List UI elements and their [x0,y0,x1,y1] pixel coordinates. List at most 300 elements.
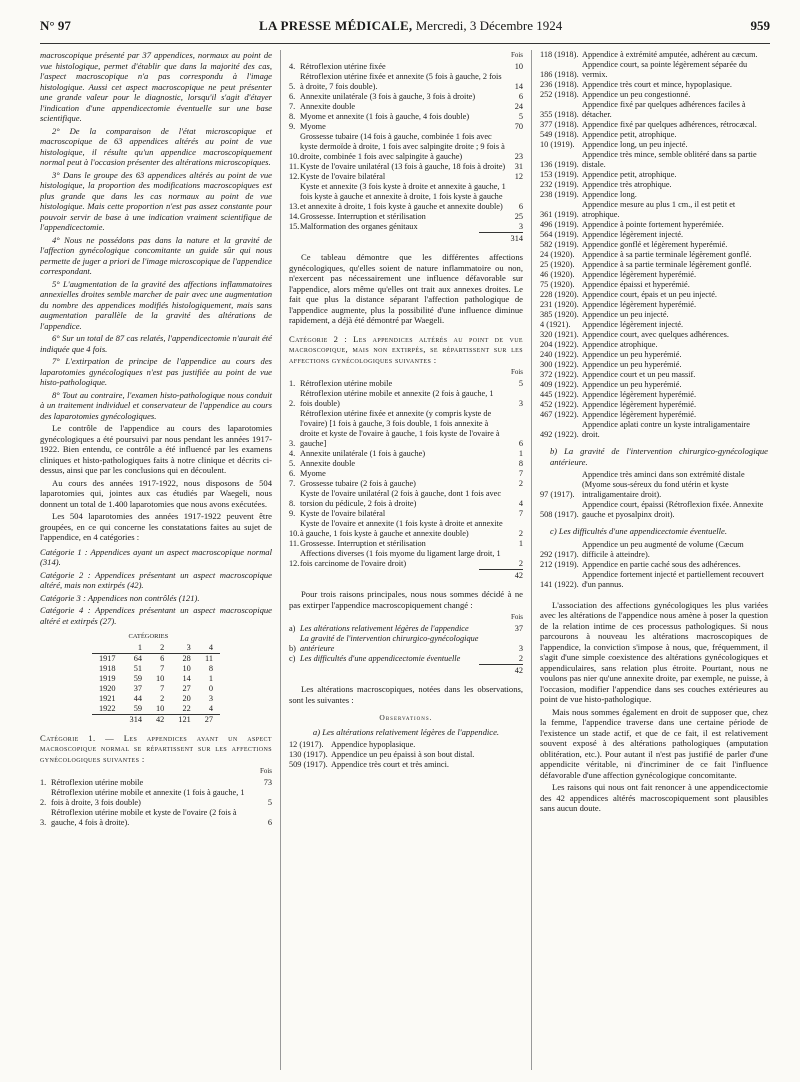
list-item [540,470,768,500]
obs-text: Appendice légèrement hyperémié. [582,270,697,279]
item-number: 14. [289,211,300,221]
list-item [540,250,768,260]
obs-ref: 452 (1922). [540,400,579,409]
table-cell: 11 [205,653,214,663]
obs-text: Appendice court et un peu massif. [582,370,696,379]
paragraph: Les raisons qui nous ont fait renoncer à une appendicectomie des 42 appendices altérés macroscopiquement sont plausibles sans aucun doute. [540,782,768,813]
obs-ref: 509 (1917). [289,760,328,769]
item-text: Kyste de l'ovaire unilatéral (13 fois à gauche, 18 fois à droite) [300,161,506,171]
obs-ref: 445 (1922). [540,390,579,399]
table-cell: 6 [160,653,165,663]
item-count: 2 [518,528,523,538]
item-text: La gravité de l'intervention chirurgico-gynécologique antérieure [300,633,479,653]
list-item [540,260,768,270]
list-item [289,654,523,664]
list-item [289,222,523,232]
category-1-list-continued [289,62,523,232]
page-number: 959 [750,18,770,33]
list-item [540,50,768,60]
obs-text: Appendice atrophique. [582,340,658,349]
list-item [289,760,523,770]
table-row [92,653,220,664]
categories-table [92,632,220,725]
item-count: 73 [263,777,272,787]
obs-ref: 467 (1922). [540,410,579,419]
table-cell: 10 [156,703,165,713]
table-col-header: 4 [198,643,220,654]
item-count: 37 [514,623,523,633]
table-col-header: 3 [171,643,197,654]
paragraph: Ce tableau démontre que les différentes affections gynécologiques, qu'elles soient de nature inflammatoire ou non, n'exercent pas nécessairement une influence défavorable sur l'appendice, alors même qu'elles ont trait aux annexes droites. Le fait que plus la distance séparant l'affection pathologique de l'appendice augmente, plus la possibilité d'une influence diminue rapidement, a déjà été démontré par Waegeli. [289,252,523,325]
list-item [540,180,768,190]
list-item [289,519,523,539]
obs-text: Appendice légèrement injecté. [582,320,684,329]
paragraph: L'association des affections gynécologiques les plus variées avec les altérations de l'appendice nous amène à poser la question de la relation intime de ces processus pathologiques. Si nous parcourons à nouveau les altérations macroscopiques de l'appendice, la conviction s'impose à nous, que, fréquemment, il s'agit d'une simple coexistence des altérations gynécologiques et appendiculaires, sans relation plus étroite. Pourtant, nous ne voulons pas nier qu'une annexite droite, par exemple, ne puisse, à l'occasion, modifier l'appendice dans ses couches extérieures au point de vue histo-pathologique. [540,599,768,704]
obs-ref: 292 (1917). [540,549,579,559]
table-cell: 1 [208,673,214,683]
journal-name: LA PRESSE MÉDICALE, [259,18,413,33]
fois-header: Fois [259,767,272,775]
paragraph: Le contrôle de l'appendice au cours des laparotomies gynécologiques a été poursuivi par nous pendant les années 1917-1922. Bien entendu, ce contrôle a été influencé par les examens cliniques et histo-pathologiques faits à notre clinique et décrits ci-dessus, ainsi que par les conclusions qui en découlent. [40,423,272,475]
list-item [289,479,523,489]
list-item [40,778,272,788]
obs-ref: 564 (1919). [540,230,579,239]
list-item [540,340,768,350]
obs-ref: 46 (1920). [540,270,575,279]
table-cell: 20 [182,693,191,703]
obs-text: Appendice très court et très aminci. [331,760,449,769]
obs-ref: 252 (1918). [540,90,579,99]
reasons-total: 42 [514,665,523,675]
item-number: 4. [289,448,296,458]
list-item [540,100,768,120]
table-row [92,664,220,674]
item-count: 1 [518,538,523,548]
obs-ref: 25 (1920). [540,260,575,269]
item-count: 23 [514,151,523,161]
obs-ref: 372 (1922). [540,370,579,379]
obs-text: Appendice mesure au plus 1 cm., il est petit et atrophique. [582,200,736,219]
item-text: Les altérations relativement légères de l'appendice [300,623,469,633]
observations-title: Observations. [379,713,433,722]
list-item [540,220,768,230]
list-item [540,540,768,560]
list-item [540,80,768,90]
table-cell: 2 [160,693,165,703]
obs-text: Appendice fortement injecté et partiellement recouvert d'un pannus. [582,569,764,589]
item-number: 11. [289,161,300,171]
item-number: 11. [289,538,300,548]
item-number: 1. [289,378,296,388]
obs-text: Appendice court, avec quelques adhérences. [582,330,729,339]
table-cell: 44 [133,693,142,703]
category-line: Catégorie 4 : Appendices présentant un aspect macroscopique altéré et extirpés (27). [40,605,272,626]
column-2 [281,50,532,1070]
obs-ref: 320 (1921). [540,330,579,339]
category-2-list [289,379,523,569]
fois-header: Fois [510,51,523,59]
item-text: Annexite double [300,101,356,111]
obs-text: Appendice fixé par quelques adhérences, rétrocæcal. [582,120,757,129]
obs-ref: 212 (1919). [540,559,579,569]
list-item [289,489,523,509]
observations-subheading-b: b) La gravité de l'intervention chirurgico-gynécologique antérieure. [550,446,768,467]
table-row [92,704,220,715]
item-text: Myome [300,468,326,478]
paragraph: Pour trois raisons principales, nous nous sommes décidé à ne pas extirper l'appendice macroscopiquement changé : [289,589,523,610]
paragraph: Au cours des années 1917-1922, nous disposons de 504 laparotomies qui, jointes aux cas étudiés par Waegeli, nous donnent un total de 1.400 laparotomies que nous avons exécutées. [40,477,272,509]
table-cell: 59 [133,703,142,713]
item-text: Rétroflexion utérine mobile et annexite (2 fois à gauche, 1 fois double) [300,388,494,408]
obs-text: Appendice légèrement hyperémié. [582,390,697,399]
list-item [289,509,523,519]
table-cell: 0 [208,683,214,693]
obs-ref: 75 (1920). [540,280,575,289]
item-count: 3 [518,643,523,653]
obs-text: Appendice un peu augmenté de volume (Cæcum difficile à atteindre). [582,539,744,559]
column-1 [40,50,281,1070]
item-text: Grossesse tubaire (2 fois à gauche) [300,478,416,488]
obs-text: Appendice hypoplasique. [331,740,416,749]
item-count: 8 [518,458,523,468]
item-number: 7. [289,101,296,111]
issue-date: Mercredi, 3 Décembre 1924 [415,18,563,33]
item-count: 2 [518,478,523,488]
obs-ref: 238 (1919). [540,190,579,199]
item-number: 4. [289,61,296,71]
list-item [289,409,523,449]
obs-text: Appendice long. [582,190,637,199]
item-number: 3. [289,438,296,448]
table-cell: 64 [133,653,142,663]
list-item [289,72,523,92]
item-count: 5 [518,378,523,388]
list-item [289,459,523,469]
obs-text: Appendice légèrement hyperémié. [582,300,697,309]
paragraph: 7° L'extirpation de principe de l'appendice au cours des laparotomies gynécologiques n'est pas justifiée au point de vue histo-pathologique. [40,356,272,387]
table-cell: 14 [182,673,191,683]
paragraph: macroscopique présenté par 37 appendices, normaux au point de vue histologique, permet d'établir que dans la majorité des cas, l'aspect macroscopique n'a pas correspondu à l'image histologique. Aussi cet aspect macroscopique ne peut présenter une grande valeur pour le diagnostic, lorsqu'il s'agit d'étayer l'indication d'une appendicectomie éventuelle sur une base scientifique. [40,50,272,123]
reasons-list [289,624,523,664]
obs-text: Appendice très mince, semble oblitéré dans sa partie distale. [582,150,757,169]
item-number: b) [289,643,296,653]
item-number: 12. [289,558,300,568]
list-item [289,634,523,654]
item-text: Rétroflexion utérine mobile [51,777,144,787]
item-count: 6 [518,91,523,101]
item-count: 25 [514,211,523,221]
columns [40,50,770,1070]
list-item [540,60,768,80]
category-1-total: 314 [510,233,523,243]
list-item [540,570,768,590]
list-item [289,182,523,212]
list-item [289,469,523,479]
obs-ref: 508 (1917). [540,510,579,519]
obs-ref: 12 (1917). [289,740,324,749]
list-item [289,449,523,459]
obs-text: Appendice très court et mince, hypoplasique. [582,80,732,89]
observations-list-continued [540,50,768,440]
obs-ref: 24 (1920). [540,250,575,259]
obs-text: Appendice aplati contre un kyste intraligamentaire droit. [582,420,750,439]
obs-text: Appendice un peu congestionné. [582,90,691,99]
table-col-header: 2 [149,643,171,654]
item-count: 6 [518,201,523,211]
item-count: 7 [518,468,523,478]
obs-text: Appendice un peu hyperémié. [582,350,682,359]
list-item [540,350,768,360]
item-text: Rétroflexion utérine fixée et annexite (y compris kyste de l'ovaire) [1 fois à gauche, 3 fois double, 1 fois annexite à droite et kyste de l'ovaire à gauche, 1 fois kyste de l'ovaire à gauche] [300,408,500,448]
obs-text: Appendice en partie caché sous des adhérences. [582,559,741,569]
table-total: 42 [149,714,171,725]
obs-ref: 228 (1920). [540,290,579,299]
fois-header: Fois [510,613,523,621]
item-count: 70 [514,121,523,131]
list-item [540,170,768,180]
item-count: 10 [514,61,523,71]
paragraph: 3° Dans le groupe des 63 appendices altérés au point de vue histologique, la proportion des modifications macroscopiques est plus grande que dans les cas normaux au point de vue histologique. Mais cette proportion n'est pas assez constante pour pouvoir servir de base à une indication vraiment scientifique de l'appendicectomie. [40,169,272,232]
item-text: Rétroflexion utérine fixée [300,61,386,71]
item-count: 3 [518,221,523,231]
obs-text: Appendice court, épais et un peu injecté. [582,290,718,299]
list-item [289,132,523,162]
table-year: 1918 [98,663,116,673]
table-cell: 10 [156,673,165,683]
obs-text: Appendice long, un peu injecté. [582,140,688,149]
item-text: Annexite unilatérale (3 fois à gauche, 3 fois à droite) [300,91,476,101]
item-number: 10. [289,528,300,538]
obs-text: Appendice légèrement hyperémié. [582,410,697,419]
list-item [540,130,768,140]
obs-text: Appendice fixé par quelques adhérences faciles à détacher. [582,100,746,119]
list-item [540,190,768,200]
obs-ref: 136 (1919). [540,160,579,169]
paragraph: 5° L'augmentation de la gravité des affections inflammatoires annexielles droites semble marcher de pair avec une augmentation du nombre des appendices modifiés histologiquement, mais sans augmentation parallèle de la gravité des altérations de l'appendice. [40,278,272,331]
item-number: 6. [289,468,296,478]
item-text: Grossesse. Interruption et stérilisation [300,538,426,548]
item-text: Rétroflexion utérine mobile et kyste de l'ovaire (2 fois à gauche, 4 fois à droite). [51,807,237,827]
table-cell: 51 [133,663,142,673]
obs-ref: 377 (1918). [540,120,579,129]
list-item [540,560,768,570]
item-number: 15. [289,221,300,231]
category-line: Catégorie 2 : Appendices présentant un aspect macroscopique altéré, mais non extirpés (42). [40,569,272,590]
observations-list-b [540,470,768,520]
item-number: 13. [289,201,300,211]
table-year: 1917 [98,653,116,663]
item-text: Grossesse. Interruption et stérilisation [300,211,426,221]
obs-text: Appendice un peu injecté. [582,310,669,319]
item-number: 9. [289,508,296,518]
item-number: 2. [289,398,296,408]
item-number: 3. [40,817,47,827]
list-item [540,370,768,380]
obs-text: Appendice un peu hyperémié. [582,360,682,369]
obs-ref: 236 (1918). [540,80,579,89]
table-row [92,684,220,694]
list-item [289,102,523,112]
item-count: 24 [514,101,523,111]
obs-ref: 141 (1922). [540,579,579,589]
item-count: 6 [518,438,523,448]
journal-header [259,18,562,34]
obs-ref: 130 (1917). [289,750,328,759]
observations-list-c [540,540,768,590]
obs-ref: 153 (1919). [540,170,579,179]
item-text: Les difficultés d'une appendicectomie éventuelle [300,653,461,663]
item-number: 5. [289,458,296,468]
obs-ref: 492 (1922). [540,430,579,439]
item-count: 2 [518,653,523,663]
item-count: 6 [267,817,272,827]
list-item [40,808,272,828]
list-item [289,549,523,569]
obs-ref: 582 (1919). [540,240,579,249]
paragraph: Les 504 laparotomies des années 1917-1922 peuvent être groupées, en ce qui concerne les constatations faites au sujet de l'appendice, en 4 catégories : [40,511,272,542]
category-2-title: Catégorie 2 : Les appendices altérés au point de vue macroscopique, mais non extirpés, se répartissent sur les affections gynécologiques suivantes : [289,333,523,365]
list-item [540,240,768,250]
item-count: 5 [518,111,523,121]
table-total: 27 [198,714,220,725]
obs-ref: 4 (1921). [540,320,571,329]
obs-text: Appendice petit, atrophique. [582,130,677,139]
obs-ref: 496 (1919). [540,220,579,229]
category-1-title: Catégorie 1. — Les appendices ayant un aspect macroscopique normal se répartissent sur les affections gynécologiques suivantes : [40,732,272,764]
obs-text: Appendice petit, atrophique. [582,170,677,179]
obs-text: Appendice très aminci dans son extrémité distale (Myome sous-séreux du fond utérin et kyste intraligamentaire droit). [582,470,745,499]
obs-text: Appendice épaissi et hyperémié. [582,280,690,289]
item-text: Kyste de l'ovaire bilatéral [300,171,386,181]
obs-text: Appendice gonflé et légèrement hyperémié. [582,240,728,249]
list-item [289,389,523,409]
item-count: 5 [267,797,272,807]
obs-ref: 232 (1919). [540,180,579,189]
table-cell: 7 [160,663,165,673]
item-text: Malformation des organes génitaux [300,221,418,231]
item-text: Rétroflexion utérine fixée et annexite (5 fois à gauche, 2 fois à droite, 7 fois double). [300,71,502,91]
list-item [540,320,768,330]
paragraph: 6° Sur un total de 87 cas relatés, l'appendicectomie n'aurait été indiquée que 4 fois. [40,333,272,354]
item-text: Kyste et annexite (3 fois kyste à droite et annexite à gauche, 1 fois kyste à gauche et annexite à droite, 1 fois kyste à gauche et annexite à droite, 1 fois kyste à gauche et annexite double) [300,181,506,211]
item-count: 31 [514,161,523,171]
item-number: c) [289,653,296,663]
paragraph: 8° Tout au contraire, l'examen histo-pathologique nous conduit à un traitement individuel et conservateur de l'appendice au cours des laparotomies gynécologiques. [40,389,272,421]
list-item [540,400,768,410]
item-number: a) [289,623,296,633]
list-item [289,122,523,132]
paragraph: 2° De la comparaison de l'état microscopique et macroscopique de 63 appendices altérés au point de vue histologique, il résulte qu'un appendice macroscopiquement normal peut à l'occasion présenter des altérations microscopiques. [40,125,272,167]
list-item [540,280,768,290]
obs-text: Appendice à sa partie terminale légèrement gonflé. [582,250,752,259]
list-item [289,172,523,182]
table-cell: 59 [133,673,142,683]
list-item [289,750,523,760]
list-item [540,290,768,300]
observations-list [289,740,523,770]
obs-ref: 204 (1922). [540,340,579,349]
item-number: 10. [289,151,300,161]
item-number: 12. [289,171,300,181]
item-count: 4 [518,498,523,508]
item-text: Grossesse tubaire (14 fois à gauche, combinée 1 fois avec kyste dermoïde à droite, 1 fois avec salpingite droite ; 9 fois à droite, combinée 1 fois avec salpingite à gauche) [300,131,505,161]
list-item [289,379,523,389]
table-year: 1921 [98,693,116,703]
table-total: 314 [123,714,149,725]
item-text: Kyste de l'ovaire et annexite (1 fois kyste à droite et annexite à gauche, 1 fois kyste à gauche et annexite double) [300,518,503,538]
item-number: 8. [289,498,296,508]
obs-ref: 300 (1922). [540,360,579,369]
obs-text: Appendice à sa partie terminale légèrement gonflé. [582,260,752,269]
item-count: 7 [518,508,523,518]
table-row [92,674,220,684]
list-item [540,360,768,370]
page-header [40,18,770,44]
list-item [540,200,768,220]
item-count: 12 [514,171,523,181]
list-item [289,112,523,122]
list-item [540,150,768,170]
category-2-total: 42 [514,570,523,580]
list-item [540,270,768,280]
item-count: 14 [514,81,523,91]
table-cell: 27 [182,683,191,693]
table-year: 1919 [98,673,116,683]
obs-ref: 361 (1919). [540,210,579,219]
obs-ref: 385 (1920). [540,310,579,319]
table-caption: CATÉGORIES [128,633,169,640]
list-item [540,120,768,130]
item-number: 8. [289,111,296,121]
table-cell: 28 [182,653,191,663]
list-item [540,90,768,100]
list-item [40,788,272,808]
table-cell: 37 [133,683,142,693]
table-cell: 10 [182,663,191,673]
obs-text: Appendice un peu épaissi à son bout distal. [331,750,475,759]
category-line: Catégorie 3 : Appendices non contrôlés (121). [40,592,200,603]
item-number: 6. [289,91,296,101]
fois-header: Fois [510,368,523,376]
item-text: Rétroflexion utérine mobile et annexite (1 fois à gauche, 1 fois à droite, 3 fois double) [51,787,245,807]
list-item [540,380,768,390]
table-cell: 22 [182,703,191,713]
table-cell: 4 [208,703,214,713]
obs-text: Appendice court, sa pointe légèrement séparée du vermix. [582,60,748,79]
obs-ref: 97 (1917). [540,490,575,499]
paragraph: 4° Nous ne possédons pas dans la nature et la gravité de l'affection gynécologique concomitante un guide sûr qui nous permette de juger a priori de l'image microscopique de l'appendice correspondant. [40,234,272,276]
obs-ref: 186 (1918). [540,70,579,79]
item-text: Kyste de l'ovaire bilatéral [300,508,386,518]
list-item [289,740,523,750]
obs-text: Appendice légèrement injecté. [582,230,684,239]
table-cell: 8 [208,663,214,673]
table-total: 121 [171,714,197,725]
item-text: Rétroflexion utérine mobile [300,378,393,388]
issue-number: N° 97 [40,18,71,33]
item-number: 7. [289,478,296,488]
obs-text: Appendice à pointe fortement hyperémiée. [582,220,724,229]
obs-ref: 355 (1918). [540,110,579,119]
list-item [540,330,768,340]
table-col-header: 1 [123,643,149,654]
obs-ref: 231 (1920). [540,300,579,309]
obs-ref: 240 (1922). [540,350,579,359]
observations-subheading-c: c) Les difficultés d'une appendicectomie éventuelle. [550,526,727,536]
table-row [92,694,220,704]
item-text: Annexite double [300,458,356,468]
item-count: 2 [518,558,523,568]
